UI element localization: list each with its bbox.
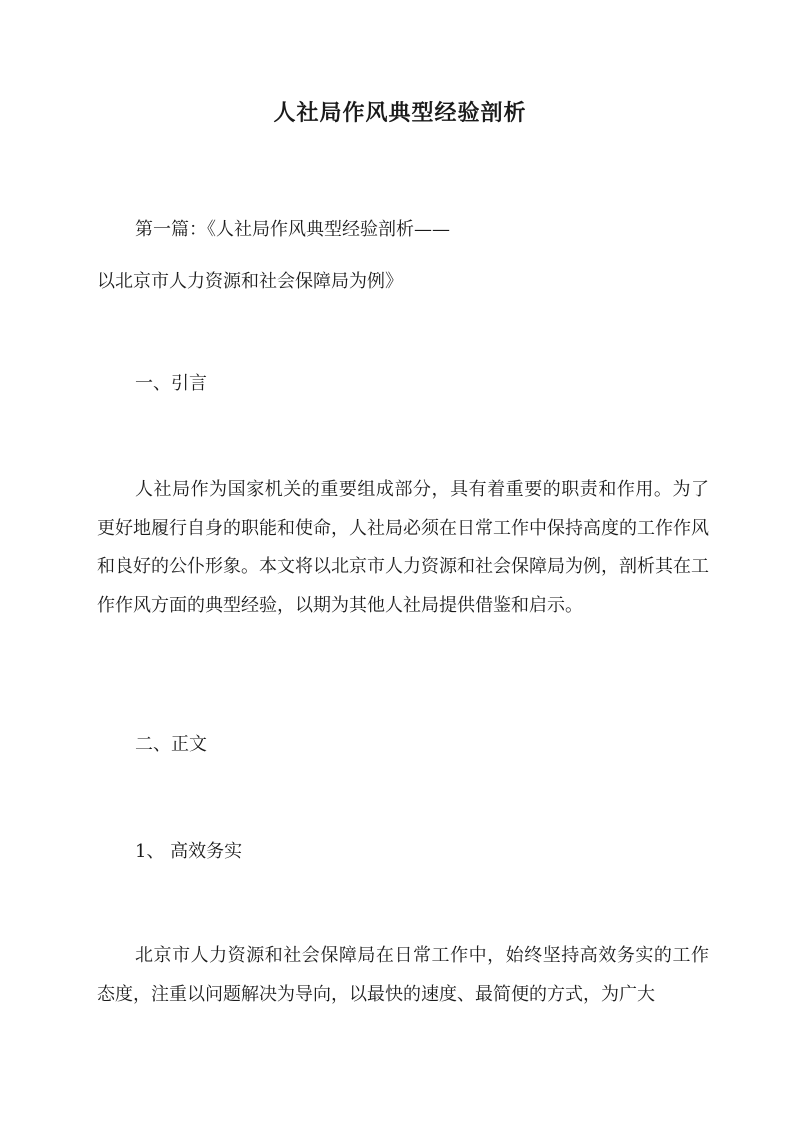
subtitle-line-1: 第一篇：《人社局作风典型经验剖析—— (135, 219, 450, 240)
subsection-heading-efficient-pragmatic: 1、 高效务实 (135, 841, 243, 862)
document-title: 人社局作风典型经验剖析 (273, 100, 527, 126)
section-heading-introduction: 一、引言 (135, 373, 207, 394)
introduction-paragraph: 人社局作为国家机关的重要组成部分，具有着重要的职责和作用。为了更好地履行自身的职能和使命，人社局必须在日常工作中保持高度的工作作风和良好的公仆形象。本文将以北京市人力资源和社会保障局为例，剖析其在工作作风方面的典型经验，以期为其他人社局提供借鉴和启示。 (97, 479, 709, 616)
section-heading-main-body: 二、正文 (135, 734, 207, 755)
efficient-pragmatic-paragraph: 北京市人力资源和社会保障局在日常工作中，始终坚持高效务实的工作态度，注重以问题解决为导向，以最快的速度、最简便的方式，为广大 (97, 945, 709, 1005)
subtitle-line-2: 以北京市人力资源和社会保障局为例》 (97, 271, 403, 292)
